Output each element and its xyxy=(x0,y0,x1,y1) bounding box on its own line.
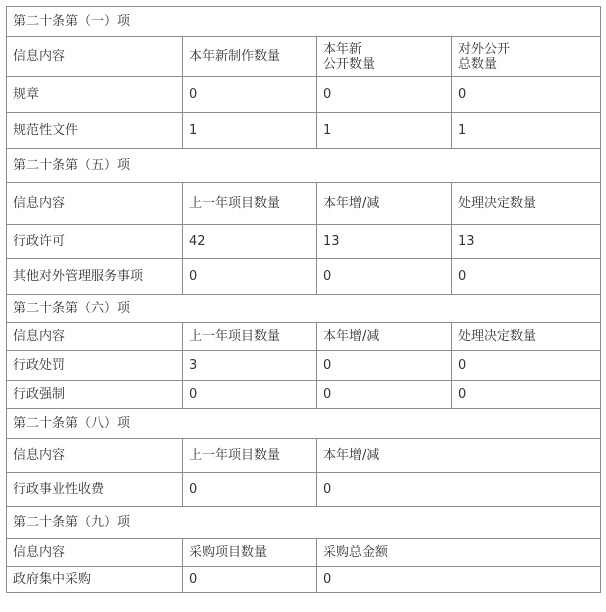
header-cell: 对外公开 总数量 xyxy=(452,37,601,77)
row-label: 规范性文件 xyxy=(7,113,183,149)
section-title: 第二十条第（六）项 xyxy=(7,295,601,323)
table-row xyxy=(7,381,601,409)
table-cell: 3 xyxy=(183,351,317,381)
row-label: 规章 xyxy=(7,77,183,113)
section-title: 第二十条第（九）项 xyxy=(7,507,601,539)
table-cell: 0 xyxy=(452,381,601,409)
header-cell: 本年增/减 xyxy=(317,183,452,225)
header-cell: 信息内容 xyxy=(7,539,183,567)
header-cell: 信息内容 xyxy=(7,439,183,473)
table-cell: 0 xyxy=(317,381,452,409)
section-title: 第二十条第（五）项 xyxy=(7,149,601,183)
section-title-row xyxy=(7,507,601,539)
section-title-row xyxy=(7,7,601,37)
section-title: 第二十条第（一）项 xyxy=(7,7,601,37)
table-cell: 13 xyxy=(452,225,601,259)
table-cell: 1 xyxy=(183,113,317,149)
header-row xyxy=(7,323,601,351)
header-cell: 上一年项目数量 xyxy=(183,439,317,473)
header-cell: 上一年项目数量 xyxy=(183,183,317,225)
table-row xyxy=(7,225,601,259)
table-cell: 0 xyxy=(452,77,601,113)
header-cell: 处理决定数量 xyxy=(452,323,601,351)
table-row xyxy=(7,473,601,507)
table-row xyxy=(7,259,601,295)
row-label: 政府集中采购 xyxy=(7,567,183,593)
table-row xyxy=(7,351,601,381)
row-label: 行政许可 xyxy=(7,225,183,259)
section-title-row xyxy=(7,409,601,439)
header-cell: 本年增/减 xyxy=(317,439,601,473)
table-cell: 0 xyxy=(183,259,317,295)
section-title: 第二十条第（八）项 xyxy=(7,409,601,439)
header-cell: 处理决定数量 xyxy=(452,183,601,225)
header-row xyxy=(7,183,601,225)
table-cell: 42 xyxy=(183,225,317,259)
header-cell: 本年新制作数量 xyxy=(183,37,317,77)
row-label: 行政强制 xyxy=(7,381,183,409)
row-label: 其他对外管理服务事项 xyxy=(7,259,183,295)
table-cell: 0 xyxy=(183,473,317,507)
header-cell: 本年新 公开数量 xyxy=(317,37,452,77)
disclosure-table xyxy=(6,6,601,593)
header-cell: 信息内容 xyxy=(7,183,183,225)
table-row xyxy=(7,77,601,113)
table-cell: 0 xyxy=(183,381,317,409)
table-cell: 0 xyxy=(317,77,452,113)
table-cell: 1 xyxy=(317,113,452,149)
table-row xyxy=(7,113,601,149)
header-cell: 本年增/减 xyxy=(317,323,452,351)
header-cell: 信息内容 xyxy=(7,37,183,77)
header-cell: 采购项目数量 xyxy=(183,539,317,567)
section-title-row xyxy=(7,295,601,323)
header-cell: 信息内容 xyxy=(7,323,183,351)
table-cell: 13 xyxy=(317,225,452,259)
table-cell: 1 xyxy=(452,113,601,149)
table-cell: 0 xyxy=(317,473,601,507)
table-cell: 0 xyxy=(317,351,452,381)
header-cell: 上一年项目数量 xyxy=(183,323,317,351)
header-row xyxy=(7,539,601,567)
row-label: 行政处罚 xyxy=(7,351,183,381)
row-label: 行政事业性收费 xyxy=(7,473,183,507)
header-cell: 采购总金额 xyxy=(317,539,601,567)
table-cell: 0 xyxy=(317,259,452,295)
section-title-row xyxy=(7,149,601,183)
table-cell: 0 xyxy=(452,259,601,295)
table-cell: 0 xyxy=(317,567,601,593)
table-cell: 0 xyxy=(183,567,317,593)
header-row xyxy=(7,439,601,473)
table-cell: 0 xyxy=(452,351,601,381)
table-row xyxy=(7,567,601,593)
header-row xyxy=(7,37,601,77)
table-cell: 0 xyxy=(183,77,317,113)
